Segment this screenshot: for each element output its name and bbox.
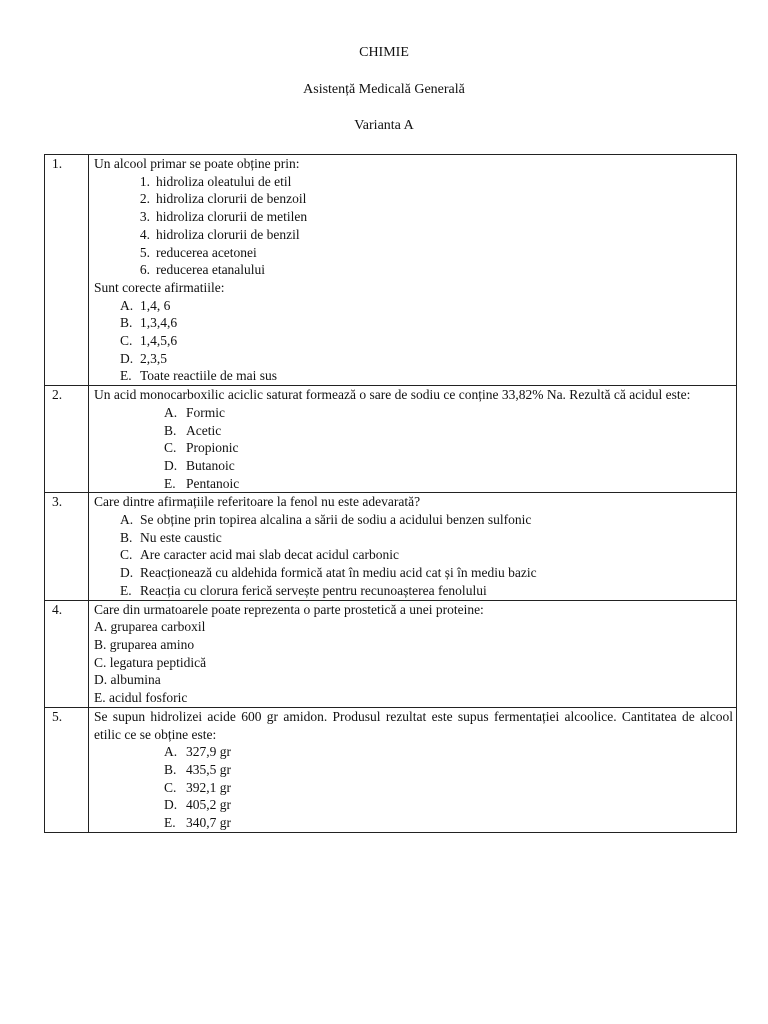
option-text: 405,2 gr: [186, 797, 231, 813]
option-text: 392,1 gr: [186, 779, 231, 795]
question-stem: Un acid monocarboxilic aciclic saturat formează o sare de sodiu ce conține 33,82% Na. Rezultă că acidul este:: [94, 387, 691, 403]
option-marker: C.: [164, 779, 177, 795]
question-number: 1.: [45, 155, 89, 386]
option-marker: D.: [94, 672, 108, 688]
statement-text: hidroliza clorurii de benzoil: [156, 191, 307, 207]
question-stem: Un alcool primar se poate obține prin:: [94, 156, 300, 171]
statement-marker: 5.: [139, 244, 150, 260]
answer-option: [94, 796, 733, 814]
statement-text: reducerea acetonei: [156, 244, 257, 260]
option-marker: E.: [120, 582, 132, 598]
statement-text: reducerea etanalului: [156, 262, 266, 278]
option-marker: E.: [120, 368, 132, 384]
option-marker: B.: [120, 315, 133, 331]
option-text: Reacționează cu aldehida formică atat în mediu acid cat și în mediu bazic: [140, 565, 537, 581]
question-row: [45, 600, 737, 707]
statement-marker: 4.: [139, 226, 150, 242]
option-marker: C.: [164, 440, 177, 456]
option-marker: B.: [164, 761, 177, 777]
option-text: 340,7 gr: [186, 815, 231, 831]
option-marker: A.: [120, 512, 134, 528]
statement-item: [94, 226, 733, 244]
statement-text: hidroliza clorurii de benzil: [156, 226, 300, 242]
questions-table: [44, 154, 737, 833]
question-number: 3.: [45, 493, 89, 600]
statement-item: [94, 261, 733, 279]
question-stem: Se supun hidrolizei acide 600 gr amidon. Produsul rezultat este supus fermentației alcoolice. Cantitatea de alcool etilic ce se obține este:: [94, 708, 733, 742]
variant-label: Varianta A: [354, 118, 414, 133]
option-text: Butanoic: [186, 457, 235, 473]
option-marker: A.: [164, 404, 178, 420]
answer-option: [94, 404, 733, 422]
answer-option: [94, 814, 733, 832]
answer-option: [94, 618, 733, 636]
question-row: [45, 155, 737, 386]
answer-option: [94, 779, 733, 797]
option-marker: B.: [120, 529, 133, 545]
option-marker: A.: [164, 744, 178, 760]
question-row: [45, 493, 737, 600]
answer-option: [94, 511, 733, 529]
answer-option: [94, 582, 733, 600]
question-body: [89, 155, 737, 386]
option-text: Pentanoic: [186, 475, 240, 491]
answer-option: [94, 350, 733, 368]
option-marker: B.: [94, 636, 107, 652]
statement-text: hidroliza oleatului de etil: [156, 173, 292, 189]
option-marker: E.: [164, 475, 176, 491]
option-text: 435,5 gr: [186, 761, 231, 777]
option-text: 1,3,4,6: [140, 315, 178, 331]
question-prompt: Sunt corecte afirmatiile:: [94, 279, 225, 295]
answer-option: [94, 689, 733, 707]
answer-option: [94, 529, 733, 547]
question-row: [45, 707, 737, 832]
option-marker: D.: [120, 350, 134, 366]
question-body: [89, 493, 737, 600]
option-marker: C.: [120, 333, 133, 349]
question-body: [89, 386, 737, 493]
statement-text: hidroliza clorurii de metilen: [156, 209, 308, 225]
option-marker: C.: [94, 654, 107, 670]
question-number: 2.: [45, 386, 89, 493]
option-text: Formic: [186, 404, 225, 420]
question-number: 4.: [45, 600, 89, 707]
answer-option: [94, 367, 733, 385]
answer-option: [94, 743, 733, 761]
option-text: Acetic: [186, 422, 222, 438]
option-text: Reacția cu clorura ferică servește pentru recunoașterea fenolului: [140, 582, 487, 598]
question-body: [89, 600, 737, 707]
question-number: 5.: [45, 707, 89, 832]
answer-option: [94, 332, 733, 350]
option-text: 327,9 gr: [186, 744, 231, 760]
option-text: Nu este caustic: [140, 529, 222, 545]
answer-option: [94, 297, 733, 315]
answer-option: [94, 761, 733, 779]
option-text: gruparea carboxil: [110, 619, 206, 635]
option-text: acidul fosforic: [109, 690, 188, 706]
answer-option: [94, 671, 733, 689]
option-text: Are caracter acid mai slab decat acidul carbonic: [140, 547, 399, 563]
statement-item: [94, 173, 733, 191]
option-text: Toate reactiile de mai sus: [140, 368, 277, 384]
page-subtitle: Asistență Medicală Generală: [303, 82, 465, 97]
answer-option: [94, 546, 733, 564]
statement-item: [94, 190, 733, 208]
option-text: Propionic: [186, 440, 239, 456]
statement-item: [94, 208, 733, 226]
option-text: Se obține prin topirea alcalina a sării de sodiu a acidului benzen sulfonic: [140, 512, 532, 528]
answer-option: [94, 654, 733, 672]
option-text: legatura peptidică: [109, 654, 207, 670]
question-stem: Care dintre afirmațiile referitoare la fenol nu este adevarată?: [94, 494, 421, 510]
question-body: [89, 707, 737, 832]
option-text: gruparea amino: [109, 636, 195, 652]
answer-option: [94, 422, 733, 440]
answer-option: [94, 314, 733, 332]
question-row: [45, 386, 737, 493]
option-marker: B.: [164, 422, 177, 438]
statement-marker: 3.: [139, 209, 150, 225]
option-text: 1,4, 6: [140, 297, 171, 313]
question-stem: Care din urmatoarele poate reprezenta o parte prostetică a unei proteine:: [94, 601, 484, 617]
statement-marker: 1.: [139, 173, 150, 189]
option-marker: D.: [120, 565, 134, 581]
statement-marker: 2.: [139, 191, 150, 207]
answer-option: [94, 636, 733, 654]
answer-option: [94, 475, 733, 493]
option-marker: A.: [120, 297, 134, 313]
statement-item: [94, 244, 733, 262]
option-text: 1,4,5,6: [140, 333, 178, 349]
option-marker: C.: [120, 547, 133, 563]
option-marker: E.: [94, 690, 106, 706]
statement-marker: 6.: [139, 262, 150, 278]
option-marker: E.: [164, 815, 176, 831]
option-text: albumina: [110, 672, 161, 688]
option-marker: D.: [164, 457, 178, 473]
option-marker: A.: [94, 619, 108, 635]
option-marker: D.: [164, 797, 178, 813]
answer-option: [94, 439, 733, 457]
answer-option: [94, 564, 733, 582]
answer-option: [94, 457, 733, 475]
option-text: 2,3,5: [140, 350, 167, 366]
page-title: CHIMIE: [359, 45, 409, 60]
